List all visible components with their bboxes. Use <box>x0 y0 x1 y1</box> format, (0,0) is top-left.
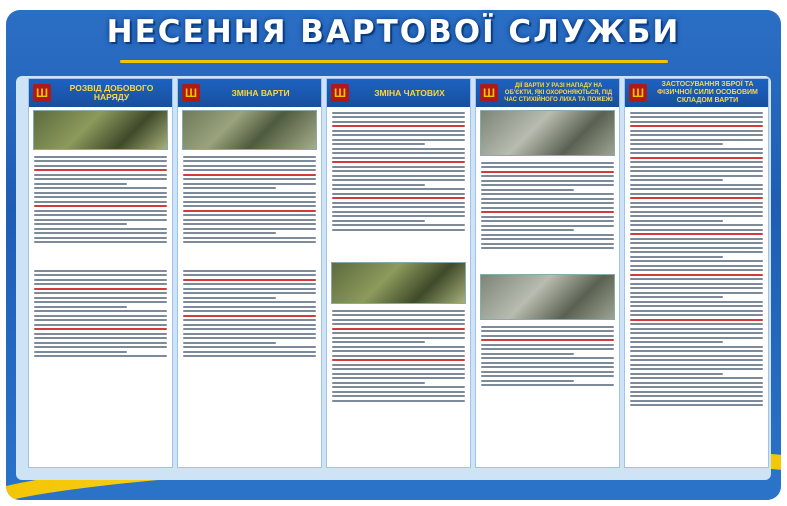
photo <box>480 274 615 320</box>
panel-header <box>476 79 619 107</box>
panel-text <box>183 153 316 265</box>
panel-text <box>34 267 167 379</box>
page-title: НЕСЕННЯ ВАРТОВОЇ СЛУЖБИ <box>106 14 681 50</box>
panel-guard-change <box>177 78 322 468</box>
photo <box>182 110 317 150</box>
panel-title: ЗАСТОСУВАННЯ ЗБРОЇ ТА ФІЗИЧНОЇ СИЛИ ОСОБОВИМ СКЛАДОМ ВАРТИ <box>657 81 758 104</box>
panel-header <box>625 79 768 107</box>
panel-text <box>183 267 316 379</box>
panel-header <box>178 79 321 107</box>
panel-guard-actions <box>475 78 620 468</box>
photo <box>33 110 168 150</box>
panel-daily-duty <box>28 78 173 468</box>
emblem-icon: Ш <box>629 84 647 102</box>
emblem-icon: Ш <box>331 84 349 102</box>
panel-text <box>332 109 465 259</box>
title-underline <box>120 60 668 63</box>
panel-sentry-change <box>326 78 471 468</box>
emblem-icon: Ш <box>33 84 51 102</box>
panel-header <box>29 79 172 107</box>
panel-text <box>630 109 763 449</box>
panel-text <box>481 159 614 271</box>
panel-text <box>481 323 614 403</box>
panel-title: РОЗВІД ДОБОВОГО НАРЯДУ <box>69 83 154 102</box>
photo <box>480 110 615 156</box>
emblem-icon: Ш <box>182 84 200 102</box>
panel-text <box>34 153 167 265</box>
emblem-icon: Ш <box>480 84 498 102</box>
panel-header <box>327 79 470 107</box>
panel-text <box>332 307 465 427</box>
photo <box>331 262 466 304</box>
panel-title: ЗМІНА ВАРТИ <box>231 87 290 98</box>
panel-title: ЗМІНА ЧАТОВИХ <box>374 87 445 98</box>
panel-title: ДІЇ ВАРТИ У РАЗІ НАПАДУ НА ОБ'ЄКТИ, ЯКІ ОХОРОНЯЮТЬСЯ, ПІД ЧАС СТИХІЙНОГО ЛИХА ТА ПОЖЕЖІ <box>504 82 613 103</box>
panel-use-of-weapons <box>624 78 769 468</box>
